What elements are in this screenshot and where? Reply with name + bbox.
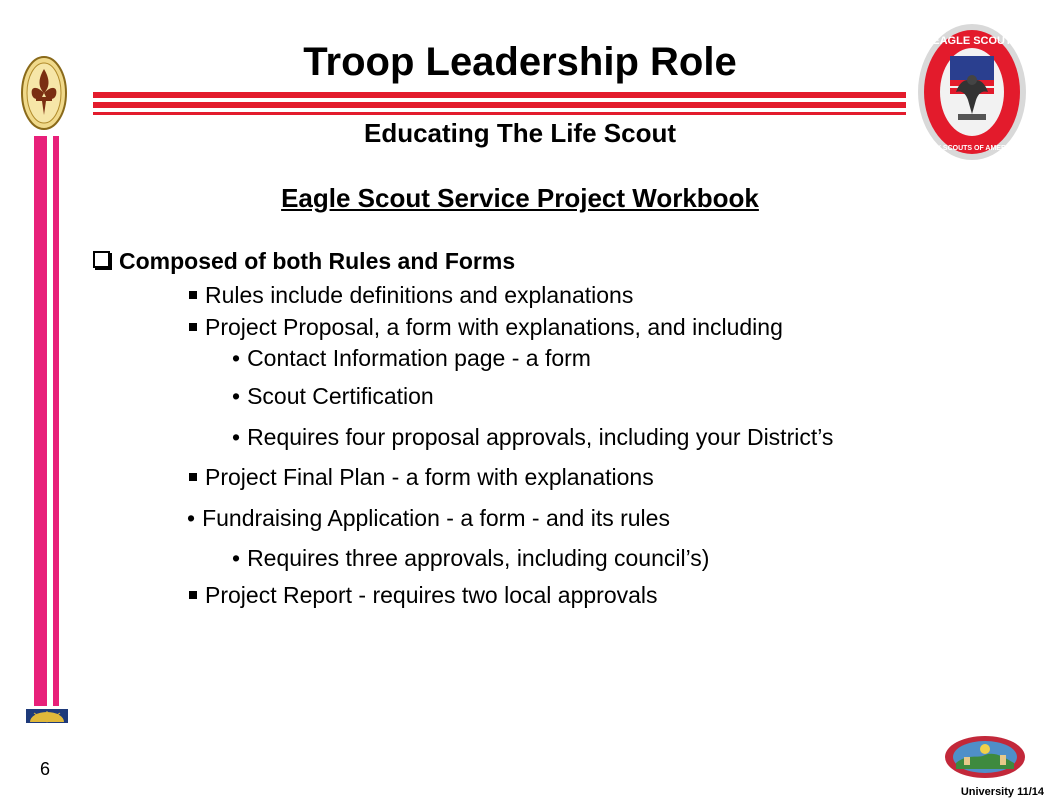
square-bullet-icon [189, 473, 197, 481]
council-patch-icon [944, 735, 1026, 779]
footer-label: University 11/14 [960, 786, 1044, 798]
list-item [189, 582, 658, 609]
list-item [189, 464, 654, 491]
list-item [232, 345, 591, 372]
list-item [232, 545, 709, 572]
list-item-text: Project Final Plan - a form with explanations [205, 464, 654, 490]
checkbox-bullet-icon [93, 251, 110, 268]
list-item-text: Requires three approvals, including council’s) [247, 545, 710, 571]
list-item-text: Fundraising Application - a form - and its rules [202, 505, 670, 531]
list-item-text: Contact Information page - a form [247, 345, 591, 371]
dot-bullet-icon: • [232, 345, 241, 371]
list-item [189, 282, 633, 309]
badge-bottom-text: BOY SCOUTS OF AMERICA [925, 145, 1019, 152]
slide-title: Troop Leadership Role [303, 40, 737, 84]
list-item-text: Requires four proposal approvals, including your District’s [247, 424, 834, 450]
sunrise-emblem-icon [26, 709, 68, 723]
page-number: 6 [40, 759, 51, 779]
square-bullet-icon [189, 323, 197, 331]
dot-bullet-icon: • [232, 424, 241, 450]
top-red-stripe [93, 102, 906, 108]
list-item [232, 424, 833, 451]
list-item [93, 248, 515, 275]
list-item-text: Scout Certification [247, 383, 434, 409]
top-red-stripe [93, 92, 906, 98]
dot-bullet-icon: • [187, 505, 196, 531]
slide-subtitle: Educating The Life Scout [363, 118, 676, 148]
dot-bullet-icon: • [232, 545, 241, 571]
list-item-text: Rules include definitions and explanations [205, 282, 634, 308]
dot-bullet-icon: • [232, 383, 241, 409]
section-heading: Eagle Scout Service Project Workbook [281, 183, 759, 213]
square-bullet-icon [189, 291, 197, 299]
badge-top-text: EAGLE SCOUT [932, 35, 1012, 47]
list-item [232, 383, 434, 410]
list-item [189, 314, 783, 341]
list-item [187, 505, 670, 532]
left-pink-bar-thin [53, 136, 59, 706]
list-item-text: Composed of both Rules and Forms [119, 248, 516, 274]
top-red-stripe [93, 112, 906, 115]
list-item-text: Project Report - requires two local approvals [205, 582, 658, 608]
left-pink-bar [34, 136, 47, 706]
list-item-text: Project Proposal, a form with explanations, and including [205, 314, 783, 340]
square-bullet-icon [189, 591, 197, 599]
